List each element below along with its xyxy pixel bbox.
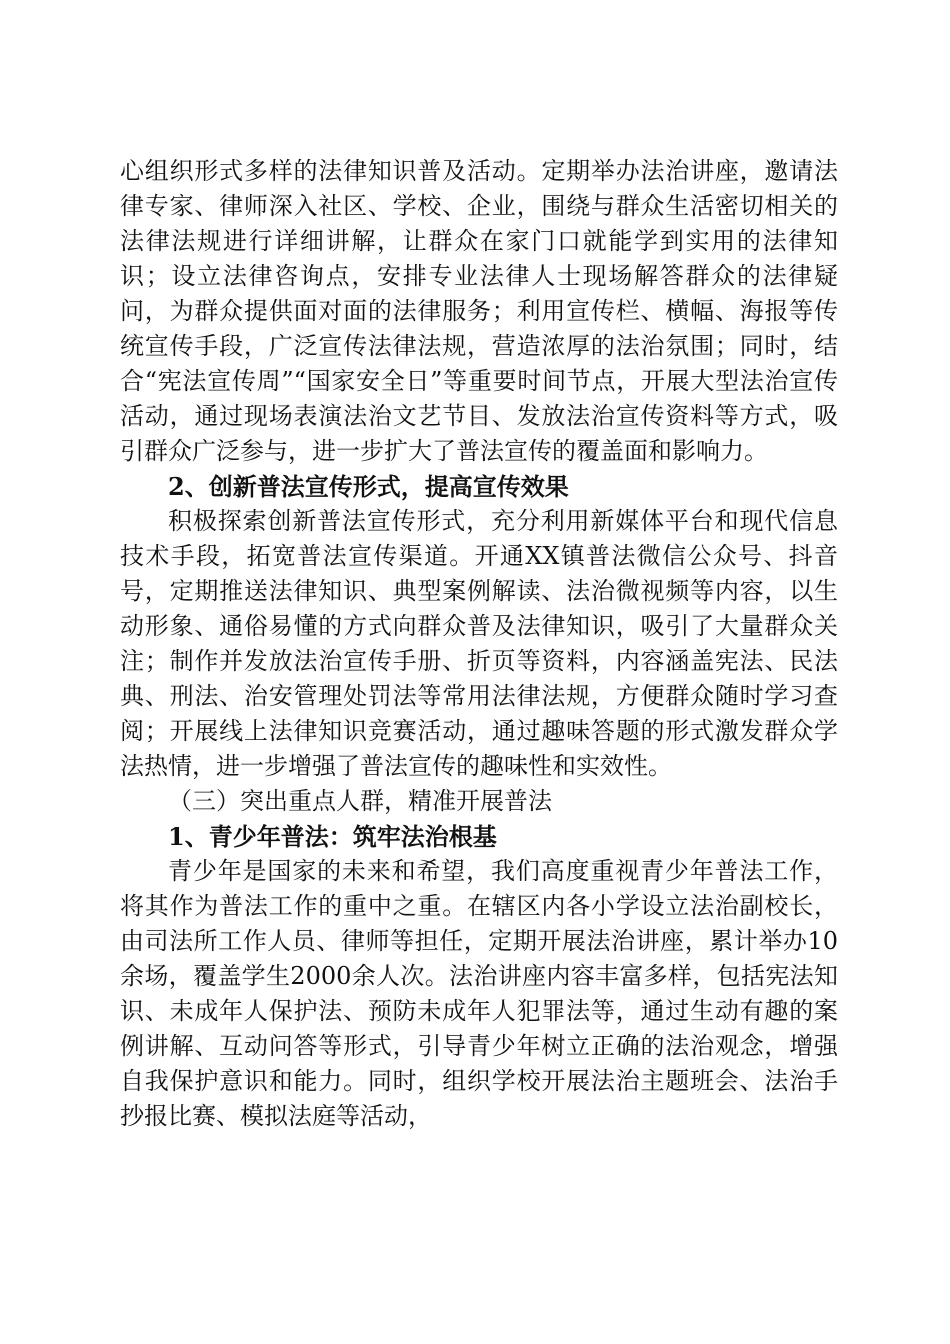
paragraph-continued: 心组织形式多样的法律知识普及活动。定期举办法治讲座，邀请法律专家、律师深入社区、学校、企业，围绕与群众生活密切相关的法律法规进行详细讲解，让群众在家门口就能学到实用的法律知识；设立法律咨询点，安排专业法律人士现场解答群众的法律疑问，为群众提供面对面的法律服务；利用宣传栏、横幅、海报等传统宣传手段，广泛宣传法律法规，营造浓厚的法治氛围；同时，结合“宪法宣传周”“国家安全日”等重要时间节点，开展大型法治宣传活动，通过现场表演法治文艺节目、发放法治宣传资料等方式，吸引群众广泛参与，进一步扩大了普法宣传的覆盖面和影响力。 xyxy=(120,157,838,465)
document-body xyxy=(120,154,838,1134)
section-heading-innovate-publicity: 2、创新普法宣传形式，提高宣传效果 xyxy=(168,472,569,501)
section-heading-youth: 1、青少年普法：筑牢法治根基 xyxy=(168,822,497,851)
paragraph-youth: 青少年是国家的未来和希望，我们高度重视青少年普法工作，将其作为普法工作的重中之重。在辖区内各小学设立法治副校长，由司法所工作人员、律师等担任，定期开展法治讲座，累计举办10余场，覆盖学生2000余人次。法治讲座内容丰富多样，包括宪法知识、未成年人保护法、预防未成年人犯罪法等，通过生动有趣的案例讲解、互动问答等形式，引导青少年树立正确的法治观念，增强自我保护意识和能力。同时，组织学校开展法治主题班会、法治手抄报比赛、模拟法庭等活动， xyxy=(120,857,838,1130)
paragraph-innovation: 积极探索创新普法宣传形式，充分利用新媒体平台和现代信息技术手段，拓宽普法宣传渠道。开通XX镇普法微信公众号、抖音号，定期推送法律知识、典型案例解读、法治微视频等内容，以生动形象、通俗易懂的方式向群众普及法律知识，吸引了大量群众关注；制作并发放法治宣传手册、折页等资料，内容涵盖宪法、民法典、刑法、治安管理处罚法等常用法律法规，方便群众随时学习查阅；开展线上法律知识竞赛活动，通过趣味答题的形式激发群众学法热情，进一步增强了普法宣传的趣味性和实效性。 xyxy=(120,507,838,780)
section-heading-key-groups: （三）突出重点人群，精准开展普法 xyxy=(168,787,552,815)
